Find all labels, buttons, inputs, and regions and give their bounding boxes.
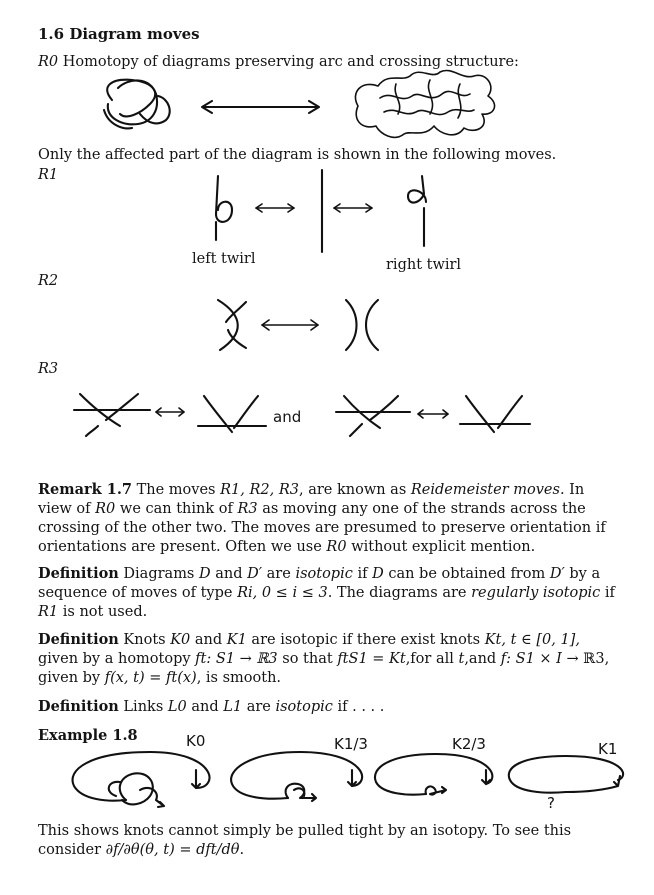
definition-1-heading: Definition <box>38 565 119 582</box>
def2-text-3: are isotopic if there exist knots <box>251 632 481 648</box>
remark-text-1: The moves <box>136 482 216 498</box>
left-twirl-caption: left twirl <box>192 251 256 267</box>
def1-term-isotopic: isotopic <box>295 566 353 582</box>
def2-text-5: so that <box>282 651 333 667</box>
knot-k1-3-drawing <box>231 752 362 801</box>
remark-r0: R0 <box>95 501 116 517</box>
def2-fxt: f(x, t) = ft(x) <box>104 670 197 686</box>
remark-moves: R1, R2, R3 <box>220 482 299 498</box>
remark-term: Reidemeister moves. <box>410 482 565 498</box>
def1-d: D <box>199 566 211 582</box>
remark-r3: R3 <box>237 501 258 517</box>
def1-text-1: Diagrams <box>123 566 195 582</box>
knot-label-k1-3: K1/3 <box>334 735 368 753</box>
def2-text-6: ,for all <box>405 651 454 667</box>
definition-3-heading: Definition <box>38 698 119 715</box>
def2-text-2: and <box>194 632 223 648</box>
knot-label-k0: K0 <box>186 732 206 750</box>
def1-text-8: if <box>604 585 615 601</box>
def3-text-4: if . . . . <box>337 699 385 715</box>
closing-text: This shows knots cannot simply be pulled tight by an isotopy. To see this consider <box>38 823 572 858</box>
knot-k0-drawing <box>73 752 210 807</box>
remark-text-2: , are known as <box>298 482 407 498</box>
def1-text-2: and <box>215 566 243 582</box>
def1-text-7: . The diagrams are <box>327 585 467 601</box>
def1-text-4: if <box>357 566 368 582</box>
example-heading: Example 1.8 <box>38 727 138 744</box>
section-number: 1.6 <box>38 25 65 43</box>
knot-label-k1: K1 <box>598 740 618 758</box>
closing-paragraph <box>38 822 618 860</box>
def1-ri: Ri, 0 ≤ i ≤ 3 <box>237 585 328 601</box>
remark-text-4: we can think of <box>119 501 233 517</box>
remark-text-6: without explicit mention. <box>351 539 536 555</box>
closing-end: . <box>239 842 245 858</box>
r0-text: Homotopy of diagrams preserving arc and crossing structure: <box>62 54 519 70</box>
remark-text-3: In view of <box>38 482 585 517</box>
remark-r0b: R0 <box>326 539 347 555</box>
def2-text-9: , is smooth. <box>196 670 282 686</box>
def1-d2: D <box>372 566 384 582</box>
def2-t: t <box>458 651 465 667</box>
def3-term: isotopic <box>275 699 333 715</box>
affected-note: Only the affected part of the diagram is shown in the following moves. <box>38 147 557 163</box>
def1-term-regularly: regularly isotopic <box>471 585 601 601</box>
knot-k2-3-drawing <box>375 754 492 795</box>
section-heading: Diagram moves <box>69 25 200 43</box>
def2-text-4: given by a homotopy <box>38 651 191 667</box>
def3-l1: L1 <box>223 699 243 715</box>
r1-label: R1 <box>38 167 59 183</box>
def1-text-3: are <box>266 566 291 582</box>
def1-r1: R1 <box>38 604 59 620</box>
r0-label: R0 <box>38 54 59 70</box>
def2-text-1: Knots <box>123 632 166 648</box>
def1-text-5: can be obtained from <box>388 566 546 582</box>
question-mark: ? <box>547 794 555 812</box>
def2-text-8: , given by <box>38 651 610 686</box>
r2-label: R2 <box>38 273 59 289</box>
def2-text-7: ,and <box>464 651 497 667</box>
knot-label-k2-3: K2/3 <box>452 735 486 753</box>
def3-l0: L0 <box>167 699 187 715</box>
and-label: and <box>273 408 302 426</box>
def2-k0: K0 <box>170 632 191 648</box>
def2-ft: ft: S1 → ℝ3 <box>195 651 278 667</box>
definition-2-heading: Definition <box>38 631 119 648</box>
def1-dp: D′ <box>247 566 263 582</box>
def3-text-2: and <box>191 699 219 715</box>
def2-r3: ℝ3 <box>583 651 605 667</box>
def3-text-3: are <box>246 699 271 715</box>
def2-kt: Kt, t ∈ [0, 1], <box>484 632 580 648</box>
def2-fts: ftS1 = Kt <box>337 651 406 667</box>
def1-text-6: by a sequence of moves of type <box>38 566 601 601</box>
remark-text-5: as moving any one of the strands across the crossing of the other two. The moves are presumed to preserve orientation if orientations are present. Often we use <box>38 501 606 555</box>
def1-text-9: is not used. <box>62 604 148 620</box>
right-twirl-caption: right twirl <box>386 257 462 273</box>
def3-text-1: Links <box>123 699 164 715</box>
closing-formula: ∂f/∂θ(θ, t) = dft/dθ <box>105 842 240 858</box>
def1-dp2: D′ <box>549 566 565 582</box>
r3-label: R3 <box>38 361 59 377</box>
knot-k1-drawing <box>509 756 623 793</box>
def2-f: f: S1 × I → <box>500 651 579 667</box>
remark-heading: Remark 1.7 <box>38 481 132 498</box>
def2-k1: K1 <box>226 632 247 648</box>
